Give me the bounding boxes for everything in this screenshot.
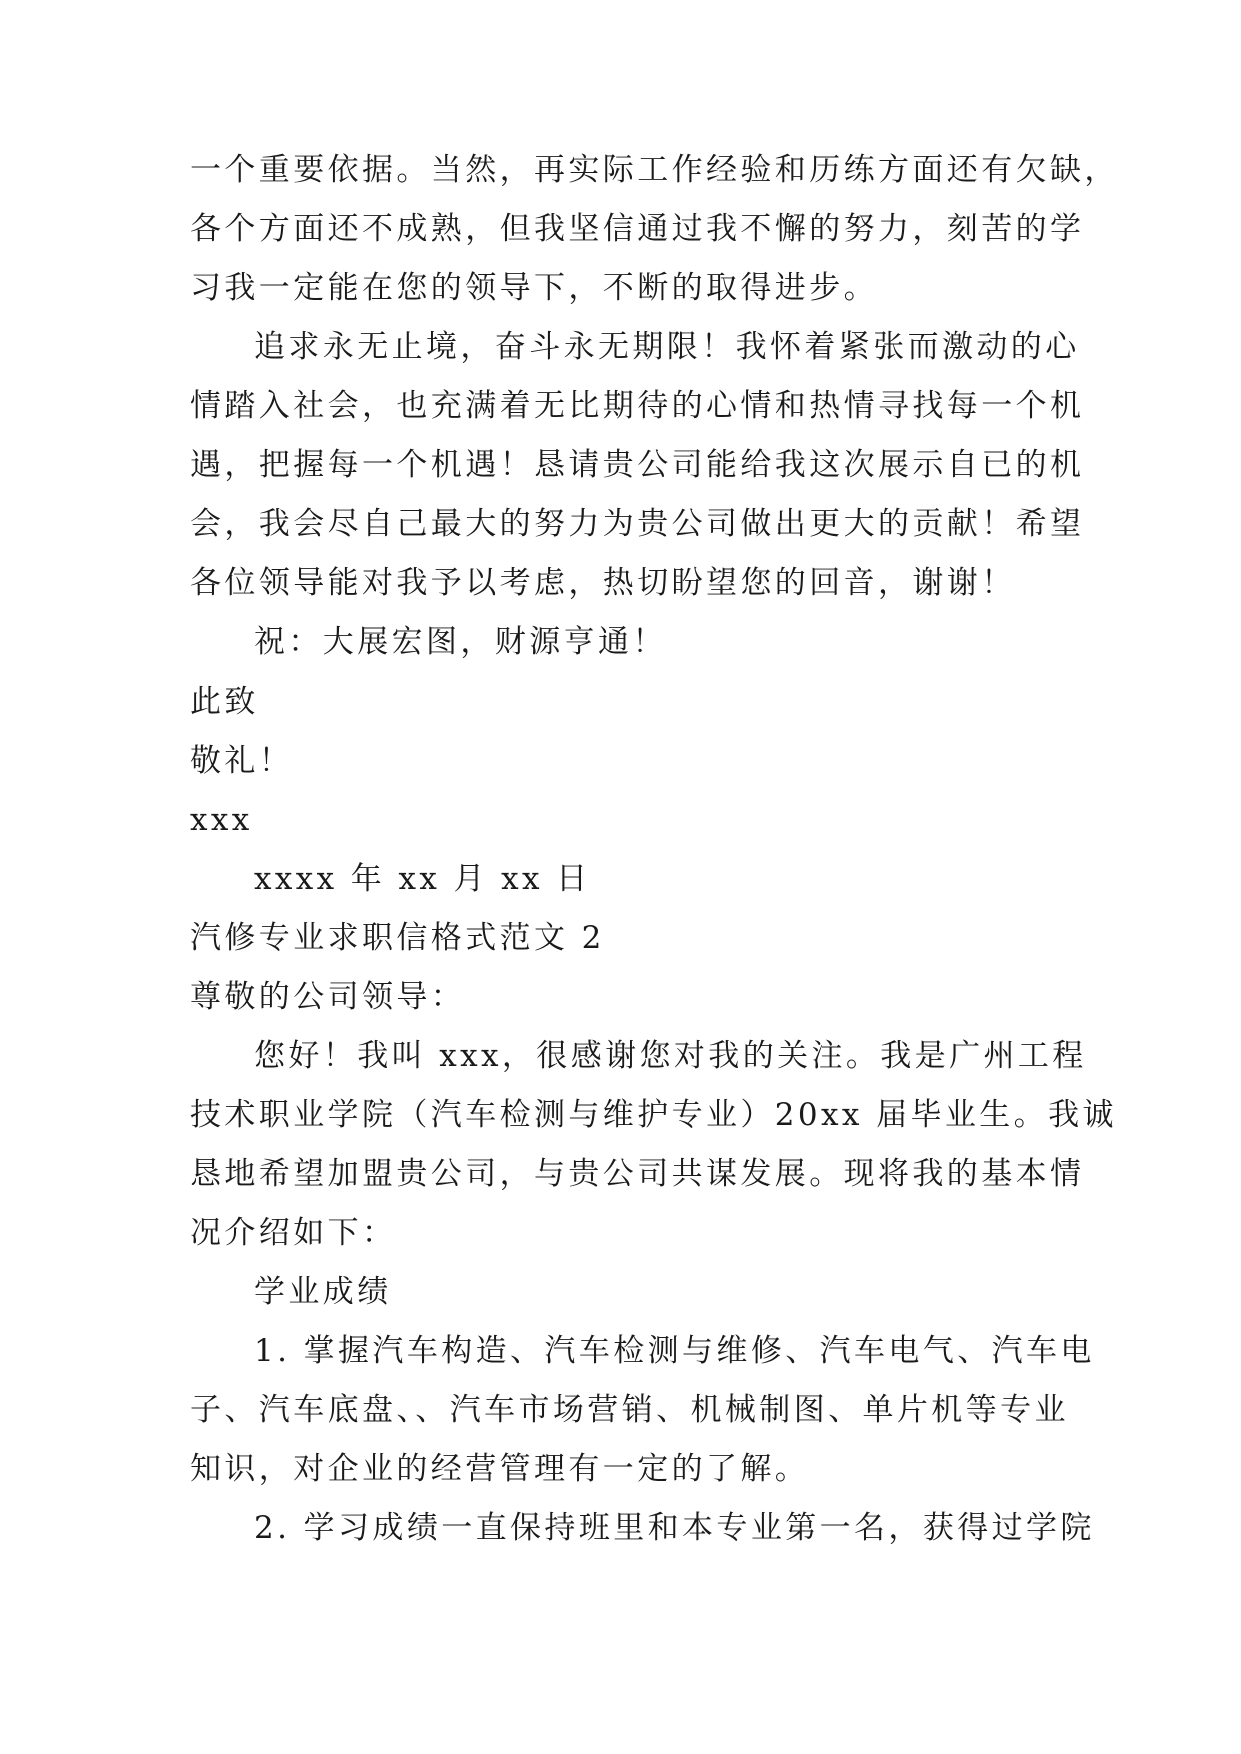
- text-line: 情踏入社会，也充满着无比期待的心情和热情寻找每一个机: [190, 388, 1085, 424]
- text-line: xxx: [190, 802, 253, 838]
- text-line: 2. 学习成绩一直保持班里和本专业第一名，获得过学院: [254, 1510, 1095, 1546]
- text-line: 学业成绩: [254, 1274, 392, 1310]
- text-line: 尊敬的公司领导：: [190, 979, 466, 1015]
- text-line: 各个方面还不成熟，但我坚信通过我不懈的努力，刻苦的学: [190, 211, 1085, 247]
- text-line: 一个重要依据。当然，再实际工作经验和历练方面还有欠缺，: [190, 152, 1119, 188]
- text-line: 技术职业学院（汽车检测与维护专业）20xx 届毕业生。我诚: [190, 1097, 1117, 1133]
- text-line: 您好！我叫 xxx，很感谢您对我的关注。我是广州工程: [254, 1038, 1087, 1074]
- text-line: 子、汽车底盘、、汽车市场营销、机械制图、单片机等专业: [190, 1392, 1069, 1428]
- text-line: 会，我会尽自己最大的努力为贵公司做出更大的贡献！希望: [190, 506, 1085, 542]
- text-line: 习我一定能在您的领导下，不断的取得进步。: [190, 270, 878, 306]
- text-line: 各位领导能对我予以考虑，热切盼望您的回音，谢谢！: [190, 565, 1016, 601]
- text-line: 1. 掌握汽车构造、汽车检测与维修、汽车电气、汽车电: [254, 1333, 1095, 1369]
- text-line: 汽修专业求职信格式范文 2: [190, 920, 605, 956]
- text-line: 遇，把握每一个机遇！恳请贵公司能给我这次展示自已的机: [190, 447, 1085, 483]
- text-line: 此致: [190, 684, 259, 720]
- text-line: xxxx 年 xx 月 xx 日: [254, 861, 591, 897]
- text-line: 敬礼！: [190, 743, 294, 779]
- text-line: 祝：大展宏图，财源亨通！: [254, 624, 667, 660]
- text-line: 知识，对企业的经营管理有一定的了解。: [190, 1451, 810, 1487]
- text-line: 追求永无止境，奋斗永无期限！我怀着紧张而激动的心: [254, 329, 1080, 365]
- text-line: 况介绍如下：: [190, 1215, 397, 1251]
- text-line: 恳地希望加盟贵公司，与贵公司共谋发展。现将我的基本情: [190, 1156, 1085, 1192]
